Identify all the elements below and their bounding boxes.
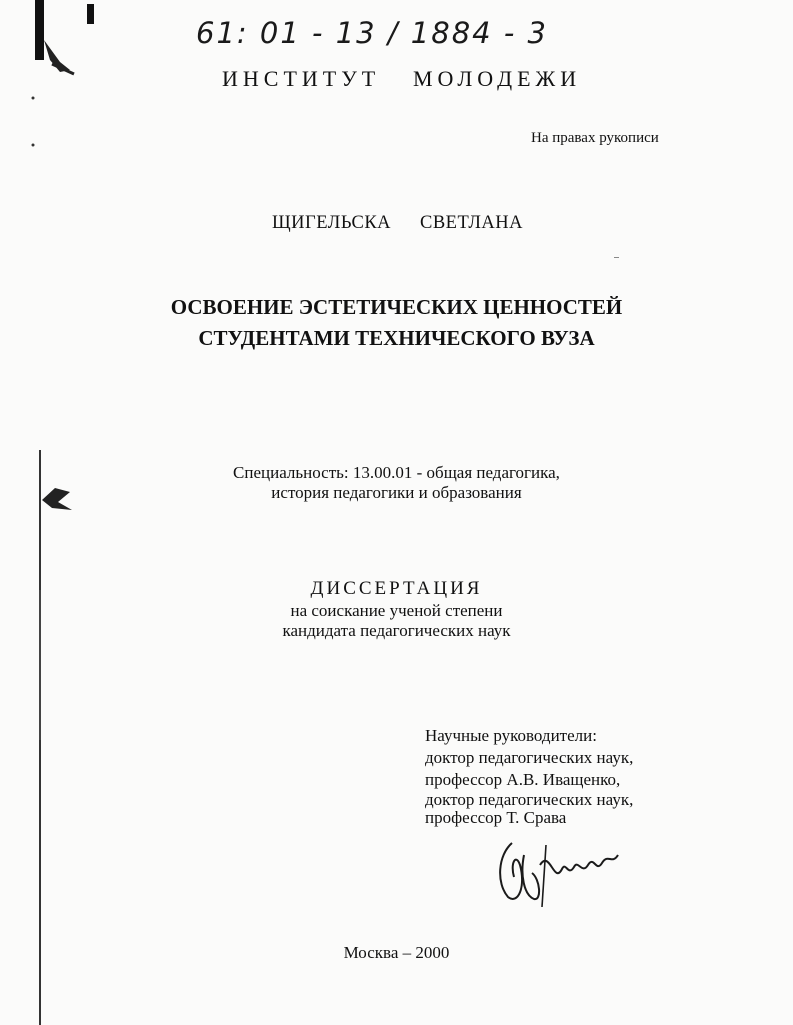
city-year: Москва – 2000	[343, 943, 450, 962]
scan-artifact-left-edge	[0, 440, 60, 1025]
institute-word-2: МОЛОДЕЖИ	[413, 66, 582, 91]
advisors-heading: Научные руководители:	[425, 726, 597, 745]
dissertation-line-2: кандидата педагогических наук	[282, 621, 511, 640]
advisor-line: профессор Т. Срава	[425, 808, 567, 827]
advisor-line: профессор А.В. Иващенко,	[425, 770, 621, 789]
dissertation-line-1: на соискание ученой степени	[290, 601, 503, 620]
author-surname: ЩИГЕЛЬСКА	[272, 213, 392, 233]
rights-note: На правах рукописи	[531, 130, 659, 146]
advisor-line: доктор педагогических наук,	[425, 790, 634, 809]
speciality-line-2: история педагогики и образования	[271, 483, 522, 502]
scan-speck	[614, 257, 620, 261]
author-given-name: СВЕТЛАНА	[420, 213, 523, 233]
scan-artifact-top-left	[0, 0, 80, 90]
archive-code-handwritten: 61: 01 - 13 / 1884 - 3	[196, 16, 548, 50]
institute-word-1: ИНСТИТУТ	[222, 66, 381, 91]
dissertation-heading: ДИССЕРТАЦИЯ	[310, 578, 483, 599]
signature	[490, 825, 640, 915]
title-line-1: ОСВОЕНИЕ ЭСТЕТИЧЕСКИХ ЦЕННОСТЕЙ	[170, 295, 623, 319]
speciality-line-1: Специальность: 13.00.01 - общая педагогика,	[233, 463, 560, 482]
scan-dots	[30, 95, 40, 155]
advisor-line: доктор педагогических наук,	[425, 748, 634, 767]
title-line-2: СТУДЕНТАМИ ТЕХНИЧЕСКОГО ВУЗА	[198, 326, 595, 350]
